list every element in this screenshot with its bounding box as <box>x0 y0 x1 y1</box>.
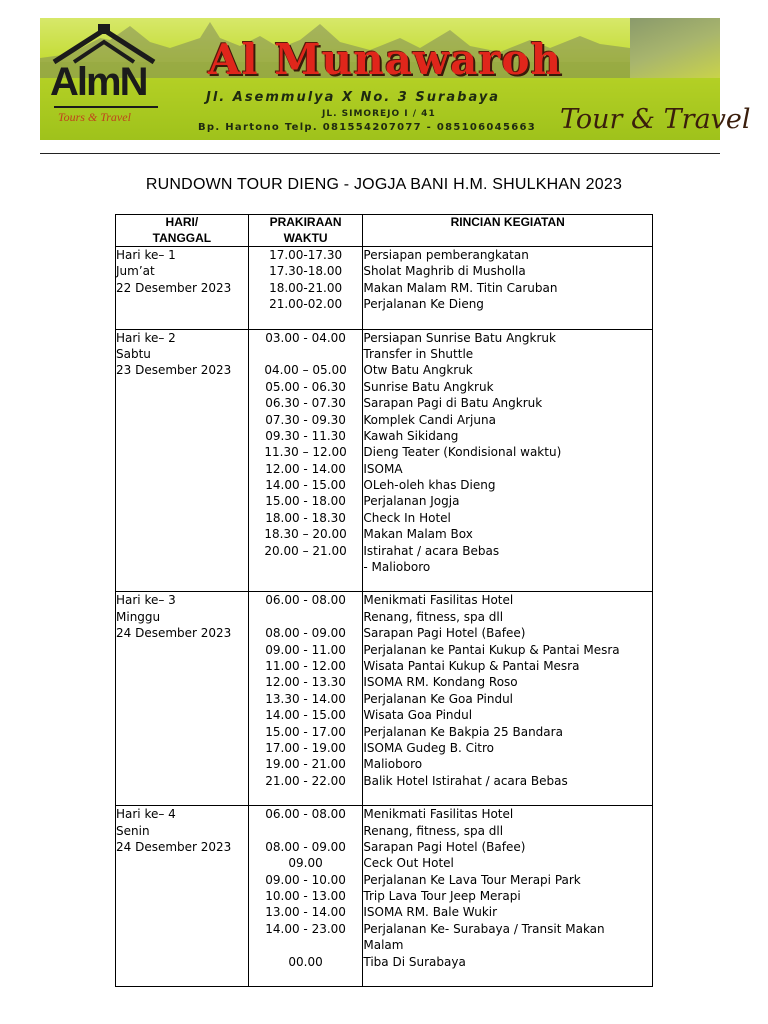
day-cell <box>116 247 249 330</box>
day-cell <box>116 329 249 592</box>
time-cell <box>248 329 363 592</box>
time-slot: 20.00 – 21.00 <box>264 543 347 558</box>
activity-item: Makan Malam RM. Titin Caruban <box>363 280 558 295</box>
activity-item: Menikmati Fasilitas Hotel <box>363 593 514 608</box>
day-weekday: Senin <box>116 823 150 838</box>
table-header-row <box>116 215 653 247</box>
day-cell <box>116 592 249 806</box>
brand-tagline: Tour & Travel <box>560 104 751 135</box>
column-header-day <box>116 215 249 247</box>
header-text: PRAKIRAAN <box>269 215 342 229</box>
time-slot: 15.00 - 17.00 <box>265 724 346 739</box>
company-logo <box>48 24 160 130</box>
time-slot <box>249 346 363 362</box>
contact-line: Bp. Hartono Telp. 081554207077 - 085106045663 <box>198 122 536 133</box>
address-line-2: JL. SIMOREJO I / 41 <box>322 109 436 119</box>
day-date: 24 Desember 2023 <box>116 839 232 854</box>
table-row <box>116 329 653 592</box>
time-slot: 06.30 - 07.30 <box>265 396 346 411</box>
activity-item: Kawah Sikidang <box>363 428 459 443</box>
time-slot: 21.00-02.00 <box>269 297 343 312</box>
activity-item: Trip Lava Tour Jeep Merapi <box>363 889 521 904</box>
activity-item: OLeh-oleh khas Dieng <box>363 478 496 493</box>
time-slot: 17.00 - 19.00 <box>265 740 346 755</box>
time-slot: 08.00 - 09.00 <box>265 626 346 641</box>
day-day: Hari ke– 1 <box>116 248 176 262</box>
activity-cell <box>363 329 653 592</box>
time-slot <box>249 823 363 839</box>
day-date: 23 Desember 2023 <box>116 363 232 378</box>
activity-item: Malioboro <box>363 757 423 772</box>
activity-item: Wisata Goa Pindul <box>363 708 473 723</box>
time-slot: 00.00 <box>288 954 323 969</box>
table-row <box>116 247 653 330</box>
time-slot: 09.00 <box>288 856 323 871</box>
activity-item: Malam <box>363 938 404 953</box>
day-date: 22 Desember 2023 <box>116 280 232 295</box>
activity-item: - Malioboro <box>363 560 431 575</box>
time-slot <box>249 609 363 625</box>
time-slot: 08.00 - 09.00 <box>265 839 346 854</box>
activity-item: Ceck Out Hotel <box>363 856 454 871</box>
time-slot: 18.00 - 18.30 <box>265 510 346 525</box>
activity-item: Dieng Teater (Kondisional waktu) <box>363 445 562 460</box>
time-slot: 09.00 - 11.00 <box>265 642 346 657</box>
time-slot: 17.30-18.00 <box>269 264 343 279</box>
activity-item: Renang, fitness, spa dll <box>363 823 504 838</box>
banner-photo <box>630 18 720 78</box>
activity-item: Check In Hotel <box>363 510 451 525</box>
logo-underline <box>54 106 158 108</box>
activity-item: Komplek Candi Arjuna <box>363 412 496 427</box>
table-row <box>116 592 653 806</box>
document-title: RUNDOWN TOUR DIENG - JOGJA BANI H.M. SHULKHAN 2023 <box>145 176 623 193</box>
address-line: Jl. Asemmulya X No. 3 Surabaya <box>206 90 501 105</box>
brand-name: Al Munawaroh <box>208 35 562 84</box>
time-slot: 04.00 – 05.00 <box>264 363 347 378</box>
time-slot: 19.00 - 21.00 <box>265 757 346 772</box>
time-slot: 09.30 - 11.30 <box>265 428 346 443</box>
time-slot: 06.00 - 08.00 <box>265 807 346 822</box>
header-text: TANGGAL <box>152 230 212 245</box>
activity-item: Perjalanan Ke Goa Pindul <box>363 691 514 706</box>
time-slot: 05.00 - 06.30 <box>265 379 346 394</box>
activity-item: Sholat Maghrib di Musholla <box>363 264 526 279</box>
activity-item: Makan Malam Box <box>363 527 473 542</box>
roof-icon <box>48 24 160 64</box>
day-weekday: Minggu <box>116 609 161 624</box>
rundown-table <box>115 214 653 987</box>
activity-item: Perjalanan Ke- Surabaya / Transit Makan <box>363 921 605 936</box>
time-slot: 13.30 - 14.00 <box>265 691 346 706</box>
time-slot: 14.00 - 23.00 <box>265 921 346 936</box>
time-cell <box>248 806 363 987</box>
logo-subtitle: Tours & Travel <box>58 110 131 124</box>
day-cell <box>116 806 249 987</box>
activity-item: ISOMA <box>363 461 403 476</box>
activity-item: Sarapan Pagi di Batu Angkruk <box>363 396 543 411</box>
column-header-activity <box>363 215 653 247</box>
time-slot: 17.00-17.30 <box>269 248 343 262</box>
column-header-time <box>248 215 363 247</box>
time-slot: 15.00 - 18.00 <box>265 494 346 509</box>
table-row <box>116 806 653 987</box>
activity-item: Perjalanan Ke Bakpia 25 Bandara <box>363 724 563 739</box>
time-slot: 18.30 – 20.00 <box>264 527 347 542</box>
time-slot: 03.00 - 04.00 <box>265 330 346 345</box>
time-slot: 06.00 - 08.00 <box>265 593 346 608</box>
time-slot: 13.00 - 14.00 <box>265 905 346 920</box>
day-day: Hari ke– 2 <box>116 330 176 345</box>
time-slot: 12.00 - 13.30 <box>265 675 346 690</box>
time-slot: 14.00 - 15.00 <box>265 708 346 723</box>
time-slot: 14.00 - 15.00 <box>265 478 346 493</box>
activity-item: Transfer in Shuttle <box>363 346 474 361</box>
day-date: 24 Desember 2023 <box>116 626 232 641</box>
activity-item: Perjalanan ke Pantai Kukup & Pantai Mesra <box>363 642 620 657</box>
header-banner <box>40 18 751 140</box>
time-cell <box>248 247 363 330</box>
time-cell <box>248 592 363 806</box>
activity-cell <box>363 247 653 330</box>
header-divider <box>40 153 720 154</box>
time-slot: 09.00 - 10.00 <box>265 872 346 887</box>
time-slot: 10.00 - 13.00 <box>265 889 346 904</box>
time-slot: 11.00 - 12.00 <box>265 658 346 673</box>
activity-item: Perjalanan Ke Lava Tour Merapi Park <box>363 872 581 887</box>
activity-item: Otw Batu Angkruk <box>363 363 473 378</box>
activity-item: Sunrise Batu Angkruk <box>363 379 494 394</box>
activity-item: Tiba Di Surabaya <box>363 954 466 969</box>
activity-item: Renang, fitness, spa dll <box>363 609 504 624</box>
time-slot <box>249 559 363 575</box>
time-slot <box>249 937 363 953</box>
activity-item: Istirahat / acara Bebas <box>363 543 500 558</box>
activity-item: Perjalanan Ke Dieng <box>363 297 484 312</box>
header-text: RINCIAN KEGIATAN <box>450 215 565 229</box>
logo-text: AlmN <box>50 60 147 104</box>
time-slot: 21.00 - 22.00 <box>265 773 346 788</box>
activity-item: ISOMA RM. Kondang Roso <box>363 675 518 690</box>
activity-cell <box>363 806 653 987</box>
activity-item: Balik Hotel Istirahat / acara Bebas <box>363 773 568 788</box>
activity-item: Perjalanan Jogja <box>363 494 460 509</box>
day-weekday: Jum’at <box>116 264 155 279</box>
activity-item: Wisata Pantai Kukup & Pantai Mesra <box>363 658 580 673</box>
activity-item: ISOMA RM. Bale Wukir <box>363 905 498 920</box>
activity-item: Persiapan pemberangkatan <box>363 248 529 262</box>
activity-item: Sarapan Pagi Hotel (Bafee) <box>363 626 526 641</box>
day-day: Hari ke– 4 <box>116 807 176 822</box>
activity-item: ISOMA Gudeg B. Citro <box>363 740 494 755</box>
time-slot: 07.30 - 09.30 <box>265 412 346 427</box>
time-slot: 18.00-21.00 <box>269 280 343 295</box>
day-weekday: Sabtu <box>116 346 151 361</box>
activity-item: Menikmati Fasilitas Hotel <box>363 807 514 822</box>
activity-item: Persiapan Sunrise Batu Angkruk <box>363 330 556 345</box>
activity-cell <box>363 592 653 806</box>
header-text: WAKTU <box>283 230 328 245</box>
activity-item: Sarapan Pagi Hotel (Bafee) <box>363 839 526 854</box>
day-day: Hari ke– 3 <box>116 593 176 608</box>
time-slot: 12.00 - 14.00 <box>265 461 346 476</box>
header-text: HARI/ <box>165 215 199 229</box>
time-slot: 11.30 – 12.00 <box>264 445 347 460</box>
